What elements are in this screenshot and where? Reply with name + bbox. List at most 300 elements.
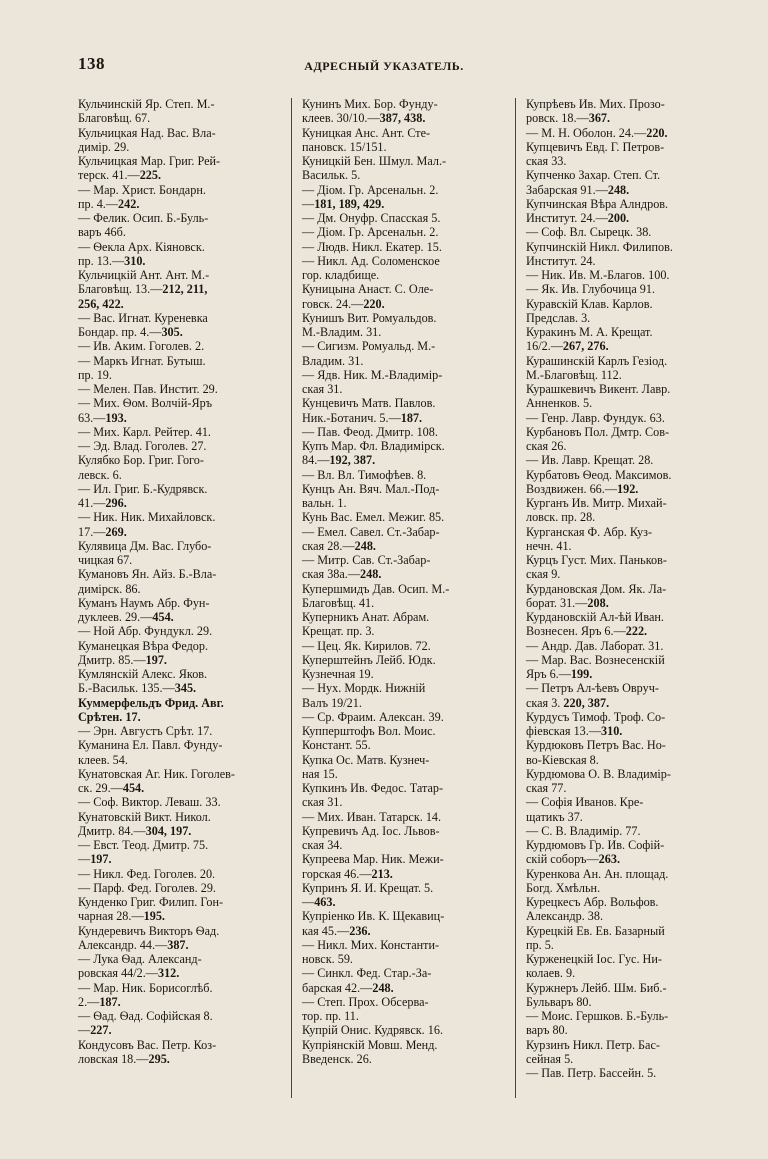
- entry-line: — Евст. Теод. Дмитр. 75.: [78, 838, 209, 852]
- entry-line: Купрiенко Ив. К. Щекавиц-: [302, 909, 445, 924]
- entry-line: клеев. 30/10.—387, 438.: [302, 111, 426, 126]
- entry-line: ская 26.: [526, 439, 567, 453]
- entry-line: — Мих. Иван. Татарск. 14.: [302, 809, 442, 824]
- entry-line: Анненков. 5.: [526, 396, 593, 411]
- directory-entry: [526, 282, 730, 296]
- entry-line: М.-Благовѣщ. 112.: [526, 367, 622, 382]
- directory-entry: [526, 639, 730, 653]
- entry-line: ская 33.: [526, 154, 567, 168]
- entry-line: Куракинъ М. А. Крещат.: [526, 325, 653, 339]
- directory-entry: [302, 225, 506, 239]
- entry-line: Купка Ос. Матв. Кузнеч-: [302, 752, 430, 767]
- entry-line: терск. 41.—225.: [78, 168, 162, 183]
- directory-entry: [526, 653, 730, 682]
- entry-line: Куренкова Ан. Ан. площад.: [526, 866, 669, 881]
- entry-line: Кумлянскiй Алекс. Яков.: [78, 667, 208, 681]
- entry-line: — Ср. Фраим. Алексан. 39.: [302, 709, 444, 724]
- entry-line: ловская 18.—295.: [78, 1051, 170, 1066]
- directory-entry: [78, 311, 282, 340]
- entry-line: пр. 19.: [78, 367, 112, 382]
- directory-entry: [526, 582, 730, 611]
- entry-line: Курзинъ Никл. Петр. Бас-: [526, 1037, 660, 1052]
- entry-line: Крещат. пр. 3.: [302, 624, 375, 639]
- entry-line: — Синкл. Фед. Стар.-За-: [302, 966, 432, 981]
- entry-line: — Лука Ѳад. Александ-: [78, 952, 202, 966]
- directory-entry: [302, 439, 506, 468]
- directory-entry: [78, 453, 282, 482]
- entry-line: Александр. 44.—387.: [78, 937, 189, 952]
- entry-line: Куржнеръ Лейб. Шм. Биб.-: [526, 980, 667, 995]
- entry-line: — Ил. Григ. Б.-Кудрявск.: [78, 481, 208, 496]
- entry-line: — Митр. Сав. Ст.-Забар-: [302, 553, 431, 567]
- entry-line: гор. кладбище.: [302, 268, 380, 282]
- entry-line: — Як. Ив. Глубочица 91.: [526, 282, 656, 297]
- directory-entry: [78, 183, 282, 212]
- directory-entry: [526, 225, 730, 239]
- column-1: [78, 97, 282, 1066]
- directory-entry: [78, 810, 282, 839]
- entry-line: — Соф. Виктор. Леваш. 33.: [78, 795, 221, 810]
- directory-entry: [78, 382, 282, 396]
- entry-line: ская 77.: [526, 781, 567, 795]
- directory-entry: [302, 396, 506, 425]
- entry-line: — Никл. Ад. Соломенское: [302, 253, 440, 268]
- entry-line: димiр. 29.: [78, 139, 130, 154]
- directory-entry: [302, 653, 506, 682]
- entry-line: чицкая 67.: [78, 553, 133, 567]
- entry-line: Курдановскiй Ал-ѣй Иван.: [526, 610, 664, 624]
- directory-entry: [302, 824, 506, 853]
- entry-line: — Мар. Христ. Бондарн.: [78, 182, 206, 197]
- entry-line: — Дм. Онуфр. Спасская 5.: [302, 211, 441, 225]
- entry-line: Купкинъ Ив. Федос. Татар-: [302, 781, 444, 795]
- entry-line: Куперникъ Анат. Абрам.: [302, 610, 430, 624]
- entry-line: чарная 28.—195.: [78, 909, 165, 924]
- entry-line: — Мих. Ѳом. Волчiй-Яръ: [78, 396, 213, 411]
- entry-line: ровск. 18.—367.: [526, 111, 611, 126]
- entry-line: кая 45.—236.: [302, 923, 371, 938]
- entry-line: ловск. пр. 28.: [526, 510, 596, 525]
- entry-line: барская 42.—248.: [302, 980, 394, 995]
- entry-line: ровская 44/2.—312.: [78, 966, 180, 981]
- directory-entry: [526, 354, 730, 383]
- directory-entry: [302, 525, 506, 554]
- entry-line: ная 15.: [302, 766, 338, 781]
- directory-entry: [302, 311, 506, 340]
- entry-line: — Ив. Лавр. Крещат. 28.: [526, 453, 654, 468]
- entry-line: — Нух. Мордк. Нижнiй: [302, 681, 426, 696]
- directory-entry: [302, 126, 506, 155]
- directory-entry: [302, 339, 506, 368]
- directory-entry: [302, 97, 506, 126]
- entry-line: Ник.-Ботанич. 5.—187.: [302, 410, 423, 425]
- directory-entry: [302, 211, 506, 225]
- directory-entry: [78, 211, 282, 240]
- entry-line: Курцъ Густ. Мих. Паньков-: [526, 553, 667, 567]
- entry-line: — Ив. Аким. Гоголев. 2.: [78, 339, 205, 354]
- entry-line: Кунцевичъ Матв. Павлов.: [302, 396, 436, 411]
- entry-line: ская 34.: [302, 838, 343, 852]
- entry-line: Курганская Ф. Абр. Куз-: [526, 524, 653, 539]
- entry-line: Кульчицкая Мар. Григ. Рей-: [78, 154, 221, 168]
- entry-line: — Ѳекла Арх. Кiяновск.: [78, 239, 205, 254]
- directory-entry: [526, 795, 730, 824]
- entry-line: — Соф. Вл. Сырецк. 38.: [526, 225, 652, 240]
- entry-line: — Андр. Дав. Лаборат. 31.: [526, 638, 664, 653]
- entry-line: ская 28.—248.: [302, 538, 376, 553]
- entry-line: Куммерфельдъ Фрид. Авг.: [78, 695, 224, 710]
- entry-line: Васильк. 5.: [302, 168, 361, 183]
- directory-entry: [302, 154, 506, 183]
- directory-entry: [78, 97, 282, 126]
- directory-entry: [78, 240, 282, 269]
- directory-entry: [78, 425, 282, 439]
- directory-entry: [302, 482, 506, 511]
- directory-entry: [526, 525, 730, 554]
- directory-entry: [526, 553, 730, 582]
- directory-entry: [302, 610, 506, 639]
- entry-line: Кулявица Дм. Вас. Глубо-: [78, 538, 212, 553]
- entry-line: димiрск. 86.: [78, 581, 141, 596]
- entry-line: — Никл. Фед. Гоголев. 20.: [78, 866, 216, 881]
- entry-line: —463.: [302, 895, 336, 909]
- entry-line: Кунатовская Аг. Ник. Гоголев-: [78, 766, 235, 781]
- entry-line: Кунатовскiй Викт. Никол.: [78, 809, 211, 824]
- directory-entry: [78, 596, 282, 625]
- directory-entry: [526, 140, 730, 169]
- entry-line: Александр. 38.: [526, 909, 604, 924]
- directory-entry: [526, 425, 730, 454]
- directory-entry: [302, 681, 506, 710]
- directory-entry: [302, 368, 506, 397]
- directory-entry: [526, 496, 730, 525]
- entry-line: — Людв. Никл. Екатер. 15.: [302, 239, 442, 254]
- entry-line: Б.-Васильк. 135.—345.: [78, 681, 197, 696]
- entry-line: Благовѣщ. 41.: [302, 595, 375, 610]
- entry-line: Забарская 91.—248.: [526, 182, 630, 197]
- entry-line: Кузнечная 19.: [302, 667, 374, 681]
- directory-entry: [302, 995, 506, 1024]
- entry-line: Курдюмова О. В. Владимiр-: [526, 766, 671, 781]
- entry-line: ск. 29.—454.: [78, 781, 145, 795]
- directory-entry: [78, 539, 282, 568]
- directory-entry: [526, 838, 730, 867]
- directory-entry: [526, 1009, 730, 1038]
- entry-line: — Пав. Петр. Бассейн. 5.: [526, 1066, 657, 1080]
- entry-line: — Ѳад. Ѳад. Софiйская 8.: [78, 1009, 213, 1023]
- directory-entry: [526, 382, 730, 411]
- entry-line: Кунишъ Вит. Ромуальдов.: [302, 310, 437, 325]
- entry-line: — Емел. Савел. Ст.-Забар-: [302, 524, 440, 539]
- directory-entry: [78, 639, 282, 668]
- entry-line: скiй соборъ—263.: [526, 852, 620, 867]
- entry-line: 16/2.—267, 276.: [526, 339, 609, 354]
- entry-line: новск. 59.: [302, 952, 353, 966]
- entry-line: — Вл. Вл. Тимофѣев. 8.: [302, 467, 427, 482]
- directory-entry: [78, 696, 282, 725]
- directory-entry: [302, 753, 506, 782]
- entry-line: ская 38а.—248.: [302, 567, 382, 582]
- directory-entry: [78, 1009, 282, 1038]
- entry-line: дуклеев. 29.—454.: [78, 610, 174, 624]
- directory-entry: [78, 724, 282, 738]
- entry-line: — Никл. Мих. Константи-: [302, 937, 440, 952]
- entry-line: Куманецкая Вѣра Федор.: [78, 638, 209, 653]
- entry-line: тор. пр. 11.: [302, 1009, 359, 1023]
- directory-entry: [78, 795, 282, 809]
- entry-line: Купчинскiй Никл. Филипов.: [526, 239, 673, 254]
- entry-line: Кулябко Бор. Григ. Гого-: [78, 453, 204, 468]
- entry-line: Курженецкiй Iос. Гус. Ни-: [526, 952, 662, 966]
- directory-entry: [78, 881, 282, 895]
- entry-line: Кумановъ Ян. Айз. Б.-Вла-: [78, 567, 217, 582]
- entry-line: — Генр. Лавр. Фундук. 63.: [526, 410, 665, 425]
- entry-line: Купъ Мар. Фл. Владимiрск.: [302, 439, 445, 453]
- entry-line: клеев. 54.: [78, 752, 128, 767]
- directory-entry: [526, 767, 730, 796]
- entry-line: Курдановская Дом. Як. Ла-: [526, 581, 667, 596]
- directory-entry: [78, 396, 282, 425]
- entry-line: колаев. 9.: [526, 966, 576, 981]
- directory-entry: [302, 781, 506, 810]
- entry-line: Курашинскiй Карлъ Гезiод.: [526, 353, 668, 368]
- entry-line: М.-Владим. 31.: [302, 325, 382, 339]
- directory-entry: [526, 1038, 730, 1067]
- entry-line: Дмитр. 84.—304, 197.: [78, 823, 192, 838]
- entry-line: Купчинская Вѣра Алндров.: [526, 196, 669, 211]
- directory-entry: [526, 867, 730, 896]
- entry-line: Курашкевичъ Викент. Лавр.: [526, 382, 671, 396]
- entry-line: — Эд. Влад. Гоголев. 27.: [78, 439, 207, 453]
- directory-entry: [78, 126, 282, 155]
- column-divider: [515, 98, 516, 1098]
- directory-entry: [302, 881, 506, 910]
- running-header: АДРЕСНЫЙ УКАЗАТЕЛЬ.: [304, 59, 464, 73]
- entry-line: Владим. 31.: [302, 353, 364, 368]
- entry-line: левск. 6.: [78, 467, 122, 482]
- entry-line: Констант. 55.: [302, 738, 371, 753]
- directory-entry: [526, 981, 730, 1010]
- entry-line: Курганъ Ив. Митр. Михай-: [526, 496, 667, 510]
- entry-line: — М. Н. Оболон. 24.—220.: [526, 125, 668, 140]
- entry-line: горская 46.—213.: [302, 866, 393, 881]
- entry-line: — Ник. Ив. М.-Благов. 100.: [526, 268, 670, 282]
- directory-entry: [78, 510, 282, 539]
- entry-line: Купреева Мар. Ник. Межи-: [302, 852, 444, 867]
- entry-line: варъ 46б.: [78, 225, 126, 240]
- entry-line: Куницына Анаст. С. Оле-: [302, 282, 434, 297]
- entry-line: ская 31.: [302, 382, 343, 396]
- entry-line: Куманина Ел. Павл. Фунду-: [78, 738, 223, 753]
- entry-line: Кульчицкiй Ант. Ант. М.-: [78, 268, 210, 282]
- entry-line: — Мар. Вас. Вознесенскiй: [526, 652, 665, 667]
- directory-entry: [78, 482, 282, 511]
- directory-entry: [302, 468, 506, 482]
- entry-line: —197.: [78, 852, 112, 867]
- directory-entry: [302, 553, 506, 582]
- entry-line: 41.—296.: [78, 496, 127, 510]
- directory-entry: [302, 582, 506, 611]
- entry-line: — Степ. Прох. Обсерва-: [302, 994, 429, 1009]
- entry-line: Кунь Вас. Емел. Межиг. 85.: [302, 510, 445, 525]
- directory-entry: [78, 154, 282, 183]
- entry-line: Кунинъ Мих. Бор. Фунду-: [302, 97, 438, 111]
- directory-entry: [526, 924, 730, 953]
- entry-line: — Мар. Ник. Борисоглѣб.: [78, 980, 213, 995]
- entry-line: щатикъ 37.: [526, 809, 583, 824]
- entry-line: Куманъ Наумъ Абр. Фун-: [78, 595, 210, 610]
- directory-entry: [302, 183, 506, 212]
- entry-line: Дмитр. 85.—197.: [78, 652, 167, 667]
- entry-line: Введенск. 26.: [302, 1051, 372, 1066]
- entry-line: —227.: [78, 1023, 112, 1038]
- entry-line: вальн. 1.: [302, 496, 347, 510]
- entry-line: 2.—187.: [78, 994, 121, 1009]
- directory-entry: [302, 1038, 506, 1067]
- entry-line: Курбановъ Пол. Дмтр. Сов-: [526, 424, 670, 439]
- entry-line: — Ной Абр. Фундукл. 29.: [78, 624, 213, 639]
- directory-entry: [78, 1038, 282, 1067]
- entry-line: ская 31.: [302, 795, 343, 810]
- entry-line: пр. 4.—242.: [78, 196, 140, 211]
- entry-line: — Софiя Иванов. Кре-: [526, 795, 644, 810]
- directory-entry: [526, 738, 730, 767]
- directory-entry: [78, 867, 282, 881]
- entry-line: Благовѣщ. 67.: [78, 111, 151, 126]
- directory-entry: [526, 168, 730, 197]
- directory-entry: [78, 838, 282, 867]
- entry-line: фiевская 13.—310.: [526, 724, 623, 738]
- directory-entry: [302, 710, 506, 724]
- entry-line: — Ник. Ник. Михайловск.: [78, 510, 216, 525]
- directory-entry: [526, 824, 730, 838]
- entry-line: Кунденко Григ. Филип. Гон-: [78, 895, 224, 909]
- entry-line: говск. 24.—220.: [302, 296, 385, 311]
- directory-entry: [302, 254, 506, 283]
- directory-entry: [526, 710, 730, 739]
- entry-line: Куравскiй Клав. Карлов.: [526, 296, 653, 311]
- entry-line: сейная 5.: [526, 1051, 574, 1066]
- entry-line: — С. В. Владимiр. 77.: [526, 823, 641, 838]
- entry-line: Купревичъ Ад. Iос. Львов-: [302, 823, 440, 838]
- column-2: [302, 97, 506, 1066]
- entry-line: нечн. 41.: [526, 538, 572, 553]
- entry-line: Воздвижен. 66.—192.: [526, 481, 639, 496]
- directory-entry: [78, 268, 282, 311]
- entry-line: Курдюковъ Петръ Вас. Но-: [526, 738, 666, 753]
- entry-line: — Фелик. Осип. Б.-Буль-: [78, 211, 209, 225]
- entry-line: Яръ 6.—199.: [526, 667, 593, 681]
- entry-line: Куницкiй Бен. Шмул. Мал.-: [302, 154, 447, 168]
- entry-line: Вознесен. Яръ 6.—222.: [526, 624, 648, 639]
- entry-line: — Эрн. Августъ Срѣт. 17.: [78, 724, 213, 738]
- entry-line: Кундеревичъ Викторъ Ѳад.: [78, 923, 220, 938]
- directory-entry: [526, 97, 730, 126]
- directory-entry: [78, 667, 282, 696]
- directory-entry: [526, 453, 730, 467]
- directory-entry: [526, 297, 730, 326]
- directory-entry: [526, 411, 730, 425]
- directory-entry: [78, 952, 282, 981]
- entry-line: ская 3. 220, 387.: [526, 695, 610, 710]
- entry-line: Купрiй Онис. Кудрявск. 16.: [302, 1023, 444, 1038]
- entry-line: Бульваръ 80.: [526, 994, 592, 1009]
- entry-line: варъ 80.: [526, 1023, 568, 1038]
- entry-line: Кульчицкая Над. Вас. Вла-: [78, 125, 216, 140]
- entry-line: пр. 5.: [526, 937, 554, 952]
- directory-entry: [526, 895, 730, 924]
- entry-line: Курецкiй Ев. Ев. Базарный: [526, 923, 665, 938]
- directory-entry: [526, 952, 730, 981]
- entry-line: — Сигизм. Ромуальд. М.-: [302, 339, 436, 354]
- directory-entry: [78, 738, 282, 767]
- directory-entry: [526, 610, 730, 639]
- entry-line: Купперштофъ Вол. Моис.: [302, 724, 436, 738]
- entry-line: — Пав. Феод. Дмитр. 108.: [302, 424, 438, 439]
- directory-entry: [302, 510, 506, 524]
- entry-line: — Мих. Карл. Рейтер. 41.: [78, 424, 211, 439]
- entry-line: — Мелен. Пав. Инстит. 29.: [78, 382, 218, 396]
- entry-line: Куницкая Анс. Ант. Сте-: [302, 125, 431, 140]
- directory-entry: [78, 767, 282, 796]
- directory-entry: [526, 126, 730, 140]
- entry-line: Срѣтен. 17.: [78, 709, 141, 724]
- entry-line: 84.—192, 387.: [302, 453, 376, 468]
- entry-line: — Петръ Ал-ѣевъ Овруч-: [526, 681, 659, 696]
- entry-line: — Маркъ Игнат. Бутыш.: [78, 353, 206, 368]
- directory-entry: [302, 909, 506, 938]
- entry-line: Курдюмовъ Гр. Ив. Софiй-: [526, 838, 665, 852]
- directory-entry: [526, 268, 730, 282]
- directory-entry: [526, 325, 730, 354]
- entry-line: Валъ 19/21.: [302, 695, 362, 710]
- directory-entry: [78, 567, 282, 596]
- column-3: [526, 97, 730, 1080]
- entry-line: ская 9.: [526, 567, 561, 582]
- directory-entry: [526, 468, 730, 497]
- entry-line: Благовѣщ. 13.—212, 211,: [78, 282, 208, 297]
- directory-entry: [78, 354, 282, 383]
- entry-line: Институт. 24.—200.: [526, 211, 630, 225]
- directory-entry: [78, 981, 282, 1010]
- directory-entry: [526, 197, 730, 226]
- directory-entry: [302, 810, 506, 824]
- entry-line: — Цец. Як. Кирилов. 72.: [302, 638, 431, 653]
- directory-entry: [302, 1023, 506, 1037]
- directory-entry: [526, 681, 730, 710]
- entry-line: 63.—193.: [78, 410, 127, 425]
- directory-entry: [78, 339, 282, 353]
- entry-line: Купцевичъ Евд. Г. Петров-: [526, 139, 665, 154]
- directory-entry: [78, 895, 282, 924]
- entry-line: — Вас. Игнат. Куреневка: [78, 310, 208, 325]
- entry-line: Купрiянскiй Мовш. Менд.: [302, 1037, 438, 1052]
- directory-entry: [526, 1066, 730, 1080]
- entry-line: Курецкесъ Абр. Вольфов.: [526, 895, 659, 909]
- entry-line: — Дiом. Гр. Арсенальн. 2.: [302, 182, 439, 197]
- entry-line: —181, 189, 429.: [302, 196, 385, 211]
- entry-line: во-Кiевская 8.: [526, 752, 599, 767]
- page-number: 138: [78, 54, 105, 73]
- directory-entry: [302, 938, 506, 967]
- entry-line: — Моис. Гершков. Б.-Буль-: [526, 1009, 669, 1023]
- entry-line: — Дiом. Гр. Арсенальн. 2.: [302, 225, 439, 240]
- entry-line: пр. 13.—310.: [78, 253, 146, 268]
- entry-line: Предслав. 3.: [526, 310, 591, 325]
- entry-line: Купченко Захар. Степ. Ст.: [526, 168, 661, 183]
- entry-line: Кондусовъ Вас. Петр. Коз-: [78, 1037, 217, 1052]
- entry-line: Курдусъ Тимоф. Троф. Со-: [526, 709, 666, 724]
